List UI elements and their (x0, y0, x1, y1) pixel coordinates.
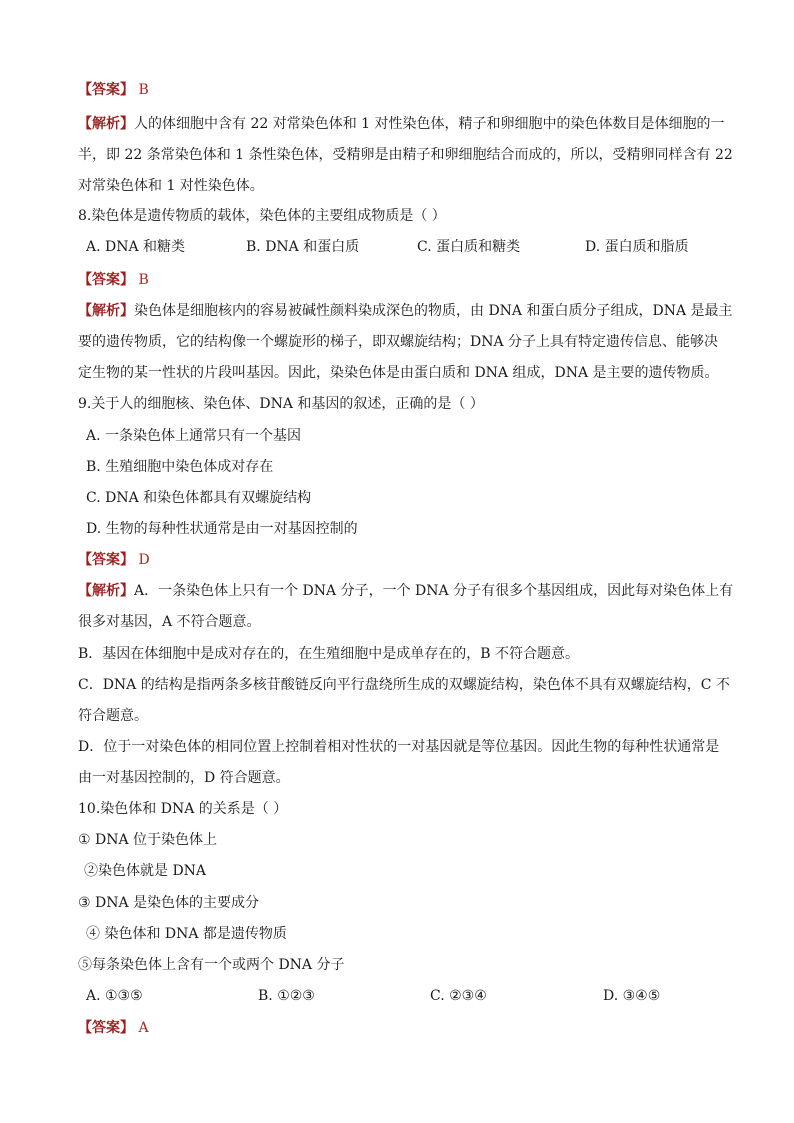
q9-analysis-line-4: C．DNA 的结构是指两条多核苷酸链反向平行盘绕所生成的双螺旋结构，染色体不具有双螺旋结构，C 不 (78, 677, 730, 693)
q8-analysis-line-2: 要的遗传物质，它的结构像一个螺旋形的梯子，即双螺旋结构；DNA 分子上具有特定遗传信息、能够决 (78, 334, 719, 350)
q9-option-a: A. 一条染色体上通常只有一个基因 (86, 428, 302, 444)
analysis-tag: 【解析】 (78, 583, 134, 599)
q7-analysis-text-1: 人的体细胞中含有 22 对常染色体和 1 对性染色体，精子和卵细胞中的染色体数目是体细胞的一 (134, 116, 725, 132)
q9-option-b: B. 生殖细胞中染色体成对存在 (86, 459, 274, 475)
q9-analysis-line-6: D．位于一对染色体的相同位置上控制着相对性状的一对基因就是等位基因。因此生物的每种性状通常是 (78, 739, 720, 755)
q9-question: 9.关于人的细胞核、染色体、DNA 和基因的叙述，正确的是（ ） (78, 396, 484, 412)
q7-analysis-line-3: 对常染色体和 1 对性染色体。 (78, 178, 264, 194)
q7-answer: B (138, 82, 149, 98)
q8-answer: B (138, 272, 149, 288)
q8-option-a: A. DNA 和糖类 (86, 239, 186, 255)
q9-option-d: D. 生物的每种性状通常是由一对基因控制的 (86, 521, 358, 537)
q9-analysis-line-7: 由一对基因控制的，D 符合题意。 (78, 770, 290, 786)
q8-analysis-line-3: 定生物的某一性状的片段叫基因。因此，染染色体是由蛋白质和 DNA 组成，DNA 是主要的遗传物质。 (78, 365, 719, 381)
q8-question: 8.染色体是遗传物质的载体，染色体的主要组成物质是（ ） (78, 208, 446, 224)
answer-tag: 【答案】 (78, 1020, 134, 1036)
q10-option-c: C. ②③④ (430, 988, 487, 1004)
q9-analysis-line-1 (78, 581, 734, 601)
analysis-tag: 【解析】 (78, 116, 134, 132)
q10-answer: A (138, 1020, 149, 1036)
q8-option-c: C. 蛋白质和糖类 (417, 239, 521, 255)
q10-statement-1: ① DNA 位于染色体上 (78, 832, 218, 848)
q9-analysis-line-5: 符合题意。 (78, 708, 148, 724)
answer-tag: 【答案】 (78, 82, 134, 98)
q10-option-d: D. ③④⑤ (603, 988, 661, 1004)
q7-answer-line (78, 80, 718, 100)
q9-analysis-line-2: 很多对基因，A 不符合题意。 (78, 614, 261, 630)
q9-answer: D (138, 552, 150, 568)
q7-analysis-line-1 (78, 114, 725, 134)
q9-analysis-text-1: A．一条染色体上只有一个 DNA 分子，一个 DNA 分子有很多个基因组成，因此每对染色体上有 (134, 583, 734, 599)
q10-option-a: A. ①③⑤ (86, 988, 143, 1004)
q8-answer-line (78, 270, 718, 290)
q10-statement-5: ⑤每条染色体上含有一个或两个 DNA 分子 (78, 957, 345, 973)
analysis-tag: 【解析】 (78, 303, 134, 319)
q10-option-b: B. ①②③ (258, 988, 315, 1004)
answer-tag: 【答案】 (78, 552, 134, 568)
q8-option-d: D. 蛋白质和脂质 (585, 239, 689, 255)
q10-question: 10.染色体和 DNA 的关系是（ ） (78, 801, 288, 817)
q9-answer-line (78, 550, 718, 570)
q10-answer-line (78, 1018, 718, 1038)
q9-option-c: C. DNA 和染色体都具有双螺旋结构 (86, 490, 312, 506)
q9-analysis-line-3: B．基因在体细胞中是成对存在的，在生殖细胞中是成单存在的，B 不符合题意。 (78, 646, 580, 662)
q8-analysis-line-1 (78, 301, 733, 321)
q10-statement-3: ③ DNA 是染色体的主要成分 (78, 895, 260, 911)
q8-option-b: B. DNA 和蛋白质 (246, 239, 360, 255)
q10-statement-2: ②染色体就是 DNA (84, 863, 207, 879)
q7-analysis-line-2: 半，即 22 条常染色体和 1 条性染色体，受精卵是由精子和卵细胞结合而成的，所以，受精卵同样含有 22 (78, 147, 733, 163)
answer-tag: 【答案】 (78, 272, 134, 288)
q8-analysis-text-1: 染色体是细胞核内的容易被碱性颜料染成深色的物质，由 DNA 和蛋白质分子组成，DNA 是最主 (134, 303, 733, 319)
q10-statement-4: ④ 染色体和 DNA 都是遗传物质 (86, 926, 287, 942)
